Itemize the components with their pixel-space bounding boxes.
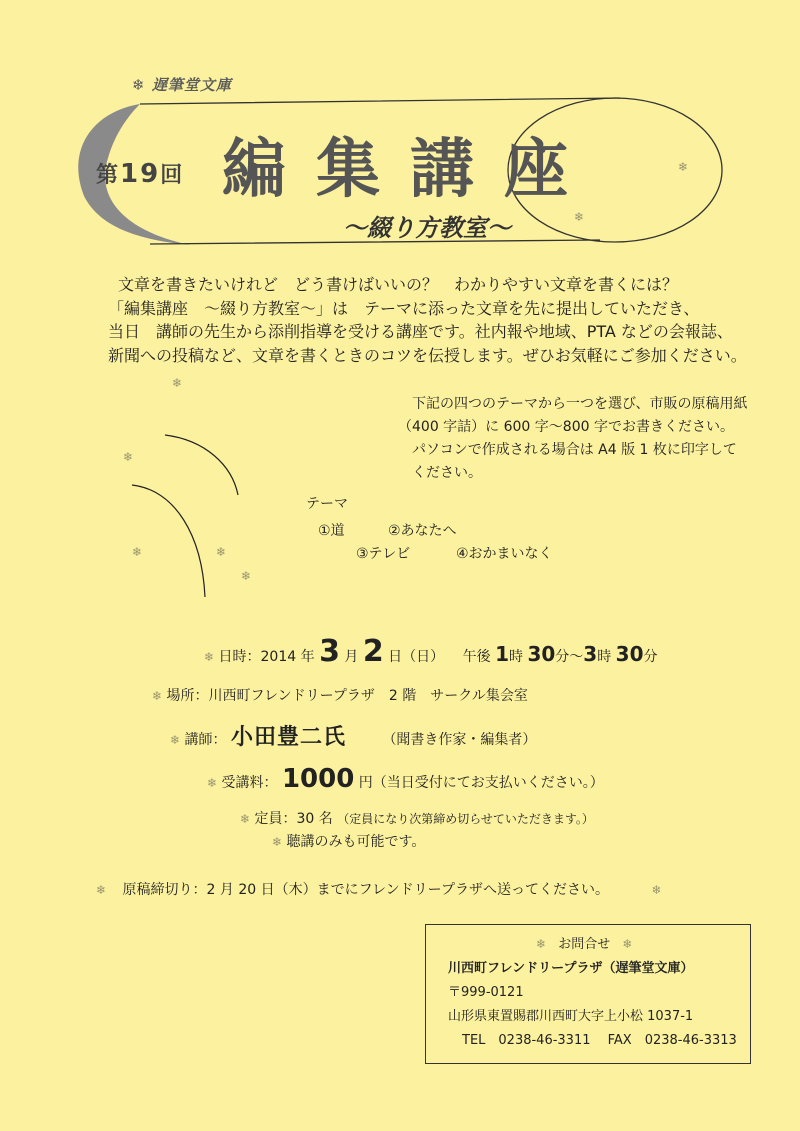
- intro-line: 当日 講師の先生から添削指導を受ける講座です。社内報や地域、PTA などの会報誌、: [108, 322, 733, 341]
- contact-phone: TEL 0238-46-3311 FAX 0238-46-3313: [462, 1033, 737, 1048]
- theme-item: ①道: [318, 523, 345, 539]
- instruction-line: ください。: [412, 465, 482, 481]
- minute-unit: 分～: [555, 649, 584, 665]
- contact-org: 川西町フレンドリープラザ（遅筆堂文庫）: [448, 961, 694, 976]
- theme-item: ③テレビ: [356, 546, 411, 562]
- arc-upper: [165, 435, 238, 495]
- start-hour: 1: [495, 642, 509, 666]
- end-hour: 3: [583, 642, 598, 666]
- theme-item: ④おかまいなく: [456, 546, 553, 562]
- snowflake-icon: ❄: [622, 937, 633, 951]
- fee-amount: 1000: [281, 764, 355, 794]
- capacity-note: （定員になり次第締め切らせていただきます。）: [337, 812, 594, 826]
- place-text: 場所：川西町フレンドリープラザ 2 階 サークル集会室: [166, 688, 528, 704]
- capacity-label: 定員：30 名: [254, 811, 333, 827]
- snowflake-icon: ❄: [172, 376, 183, 390]
- audit-text: 聴講のみも可能です。: [286, 834, 426, 850]
- decorative-arcs: [120, 425, 250, 625]
- day-unit: 日（日）: [388, 649, 445, 665]
- series-label: 遅筆堂文庫: [151, 76, 232, 94]
- date-label: 日時：2014 年: [218, 649, 315, 665]
- submission-deadline: [96, 879, 662, 899]
- edition-number: [96, 158, 184, 189]
- page-title: 編集講座: [222, 132, 598, 207]
- month-unit: 月: [344, 649, 359, 665]
- snowflake-icon: ❄: [152, 689, 163, 703]
- event-fee: [207, 764, 604, 794]
- edition-value: 19: [120, 159, 161, 189]
- page-subtitle: ～綴り方教室～: [343, 214, 511, 242]
- intro-paragraph: [108, 273, 788, 367]
- snowflake-icon: ❄: [240, 812, 251, 826]
- instruction-line: 下記の四つのテーマから一つを選び、市販の原稿用紙: [412, 396, 748, 412]
- event-capacity: [240, 808, 594, 828]
- hour-unit: 時: [597, 649, 612, 665]
- snowflake-icon: ❄: [207, 776, 218, 790]
- intro-line: 「編集講座 ～綴り方教室～」は テーマに添った文章を先に提出していただき、: [108, 298, 700, 318]
- snowflake-icon: ❄: [132, 545, 143, 559]
- start-minute: 30: [527, 642, 556, 666]
- event-month: 3: [319, 634, 340, 669]
- arc-lower: [132, 485, 205, 597]
- intro-line: 文章を書きたいけれど どう書けばいいの？ わかりやすい文章を書くには？: [118, 275, 679, 294]
- instruction-line: （400 字詰）に 600 字～800 字でお書きください。: [398, 419, 734, 435]
- snowflake-icon: ❄: [170, 733, 181, 747]
- snowflake-icon: ❄: [132, 76, 146, 94]
- lecturer-name: 小田豊二氏: [230, 725, 346, 750]
- fee-label: 受講料：: [221, 775, 278, 791]
- hour-unit: 時: [509, 649, 523, 665]
- event-lecturer: [170, 720, 536, 751]
- contact-postal: 〒999-0121: [448, 985, 524, 1000]
- snowflake-icon: ❄: [574, 210, 585, 224]
- time-prefix: 午後: [462, 649, 491, 665]
- theme-item: ②あなたへ: [388, 523, 457, 539]
- snowflake-icon: ❄: [678, 160, 689, 174]
- snowflake-icon: ❄: [96, 883, 107, 897]
- deadline-text: 原稿締切り：2 月 20 日（木）までにフレンドリープラザへ送ってください。: [122, 882, 609, 898]
- snowflake-icon: ❄: [123, 450, 134, 464]
- intro-line: 新聞への投稿など、文章を書くときのコツを伝授します。ぜひお気軽にご参加ください。: [108, 345, 747, 365]
- contact-heading: [536, 933, 632, 952]
- instruction-line: パソコンで作成される場合は A4 版 1 枚に印字して: [412, 442, 737, 458]
- snowflake-icon: ❄: [204, 650, 215, 664]
- event-place: [152, 685, 528, 705]
- snowflake-icon: ❄: [241, 569, 252, 583]
- contact-heading-text: お問合せ: [558, 937, 611, 952]
- end-minute: 30: [615, 642, 644, 666]
- edition-prefix: 第: [96, 163, 121, 188]
- contact-address: 山形県東置賜郡川西町大字上小松 1037-1: [448, 1009, 694, 1024]
- contact-box: [425, 924, 751, 1064]
- series-name: [132, 74, 232, 95]
- minute-unit: 分: [643, 649, 658, 665]
- event-datetime: [204, 634, 658, 669]
- edition-suffix: 回: [160, 163, 185, 188]
- theme-heading: テーマ: [306, 496, 348, 512]
- snowflake-icon: ❄: [272, 835, 283, 849]
- submission-instructions: [398, 393, 778, 485]
- event-audit: [272, 831, 425, 851]
- snowflake-icon: ❄: [651, 883, 662, 897]
- fee-unit: 円（当日受付にてお支払いください。）: [358, 775, 604, 791]
- snowflake-icon: ❄: [536, 937, 547, 951]
- lecturer-title: （聞書き作家・編集者）: [382, 732, 537, 748]
- snowflake-icon: ❄: [216, 545, 227, 559]
- event-day: 2: [362, 634, 384, 669]
- lecturer-label: 講師：: [184, 732, 227, 748]
